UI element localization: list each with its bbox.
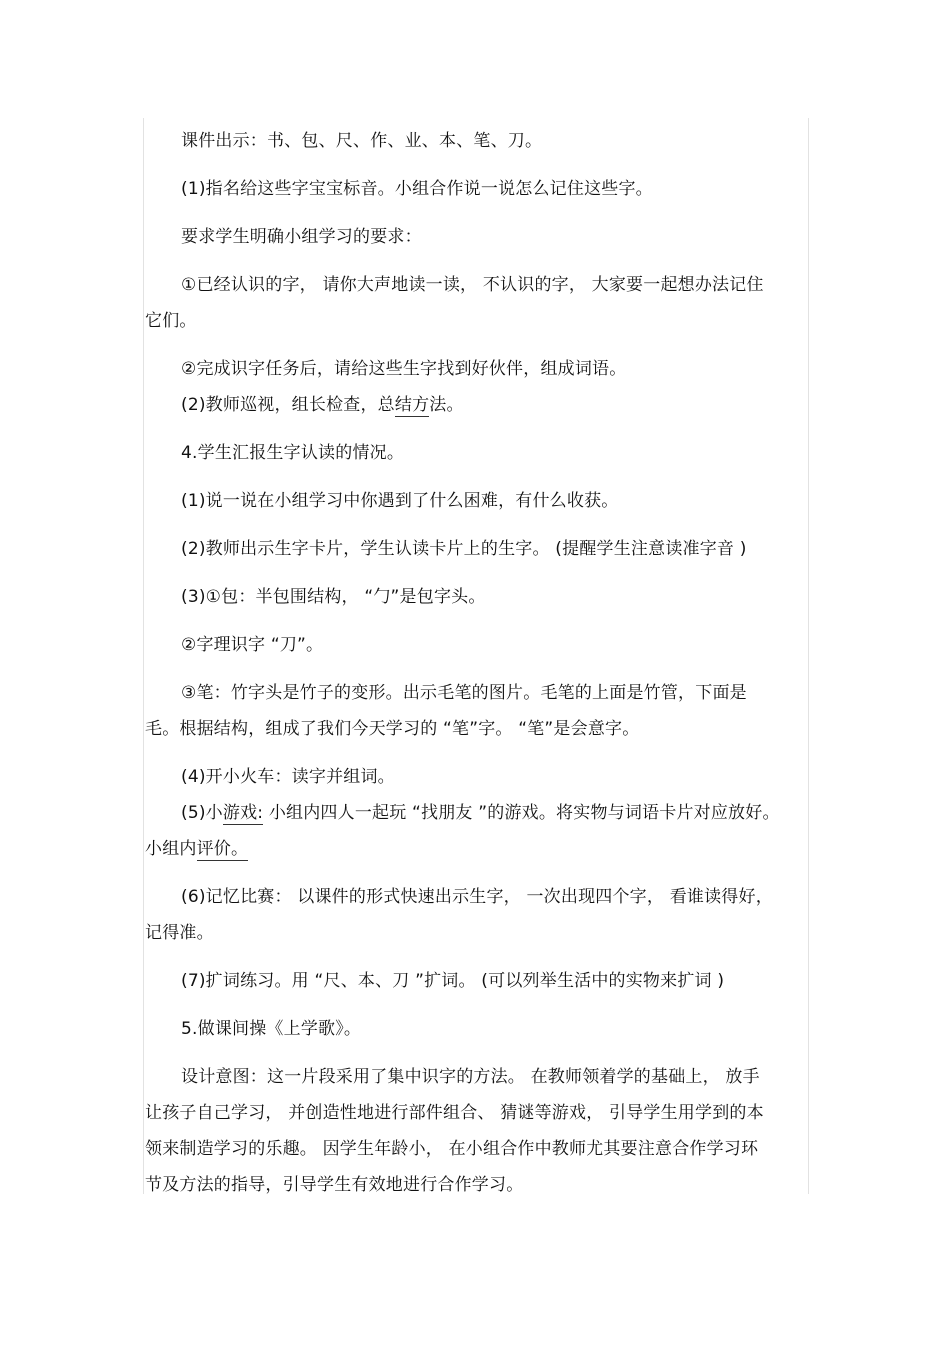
paragraph-4-1: (1)说一说在小组学习中你遇到了什么困难，有什么收获。: [181, 491, 619, 511]
paragraph-4-7: (7)扩词练习。用 “尺、本、刀 ”扩词。 (可以列举生活中的实物来扩词 ): [181, 971, 725, 991]
paragraph-req-2: ②完成识字任务后，请给这些生字找到好伙伴，组成词语。: [181, 359, 627, 379]
text-segment: 小组内: [145, 839, 197, 859]
paragraph-design-intent: 设计意图：这一片段采用了集中识字的方法。 在教师领着学的基础上， 放手: [181, 1067, 760, 1087]
paragraph-4-3-3-cont: 毛。根据结构，组成了我们今天学习的 “笔”字。 “笔”是会意字。: [145, 719, 640, 739]
paragraph-4-6-cont: 记得准。: [145, 923, 214, 943]
paragraph-4-3: (3)①包：半包围结构， “勹”是包字头。: [181, 587, 486, 607]
underlined-text: 结方: [394, 395, 430, 415]
paragraph-4-5-cont: [145, 839, 248, 859]
heading-step-4: 4.学生汇报生字认读的情况。: [181, 443, 405, 463]
underlined-text: 游戏:: [222, 803, 264, 823]
text-segment: 小组内四人一起玩 “找朋友 ”的游戏。将实物与词语卡片对应放好。: [263, 803, 780, 823]
paragraph-design-intent-4: 节及方法的指导，引导学生有效地进行合作学习。: [145, 1175, 524, 1195]
paragraph-4-3-2: ②字理识字 “刀”。: [181, 635, 324, 655]
paragraph-req-1: ①已经认识的字， 请你大声地读一读， 不认识的字， 大家要一起想办法记住: [181, 275, 764, 295]
text-segment: (2)教师巡视，组长检查，总: [181, 395, 395, 415]
paragraph-4-6: (6)记忆比赛： 以课件的形式快速出示生字， 一次出现四个字， 看谁读得好，: [181, 887, 773, 907]
text-segment: 法。: [429, 395, 464, 415]
paragraph-design-intent-2: 让孩子自己学习， 并创造性地进行部件组合、 猜谜等游戏， 引导学生用学到的本: [145, 1103, 764, 1123]
paragraph-design-intent-3: 领来制造学习的乐趣。 因学生年龄小， 在小组合作中教师尤其要注意合作学习环: [145, 1139, 759, 1159]
paragraph-req-1-cont: 它们。: [145, 311, 197, 331]
underlined-text: 评价。: [196, 839, 249, 859]
paragraph-step-1: (1)指名给这些字宝宝标音。小组合作说一说怎么记住这些字。: [181, 179, 653, 199]
heading-step-5: 5.做课间操《上学歌》。: [181, 1019, 362, 1039]
paragraph-step-2: [181, 395, 464, 415]
text-segment: (5)小: [181, 803, 223, 823]
paragraph-4-4: (4)开小火车：读字并组词。: [181, 767, 395, 787]
paragraph-requirement: 要求学生明确小组学习的要求：: [181, 227, 422, 247]
paragraph-4-2: (2)教师出示生字卡片，学生认读卡片上的生字。 (提醒学生注意读准字音 ): [181, 539, 747, 559]
paragraph-courseware: 课件出示：书、包、尺、作、业、本、笔、刀。: [181, 131, 543, 151]
paragraph-4-5: [181, 803, 780, 823]
paragraph-4-3-3: ③笔：竹字头是竹子的变形。出示毛笔的图片。毛笔的上面是竹管，下面是: [181, 683, 747, 703]
